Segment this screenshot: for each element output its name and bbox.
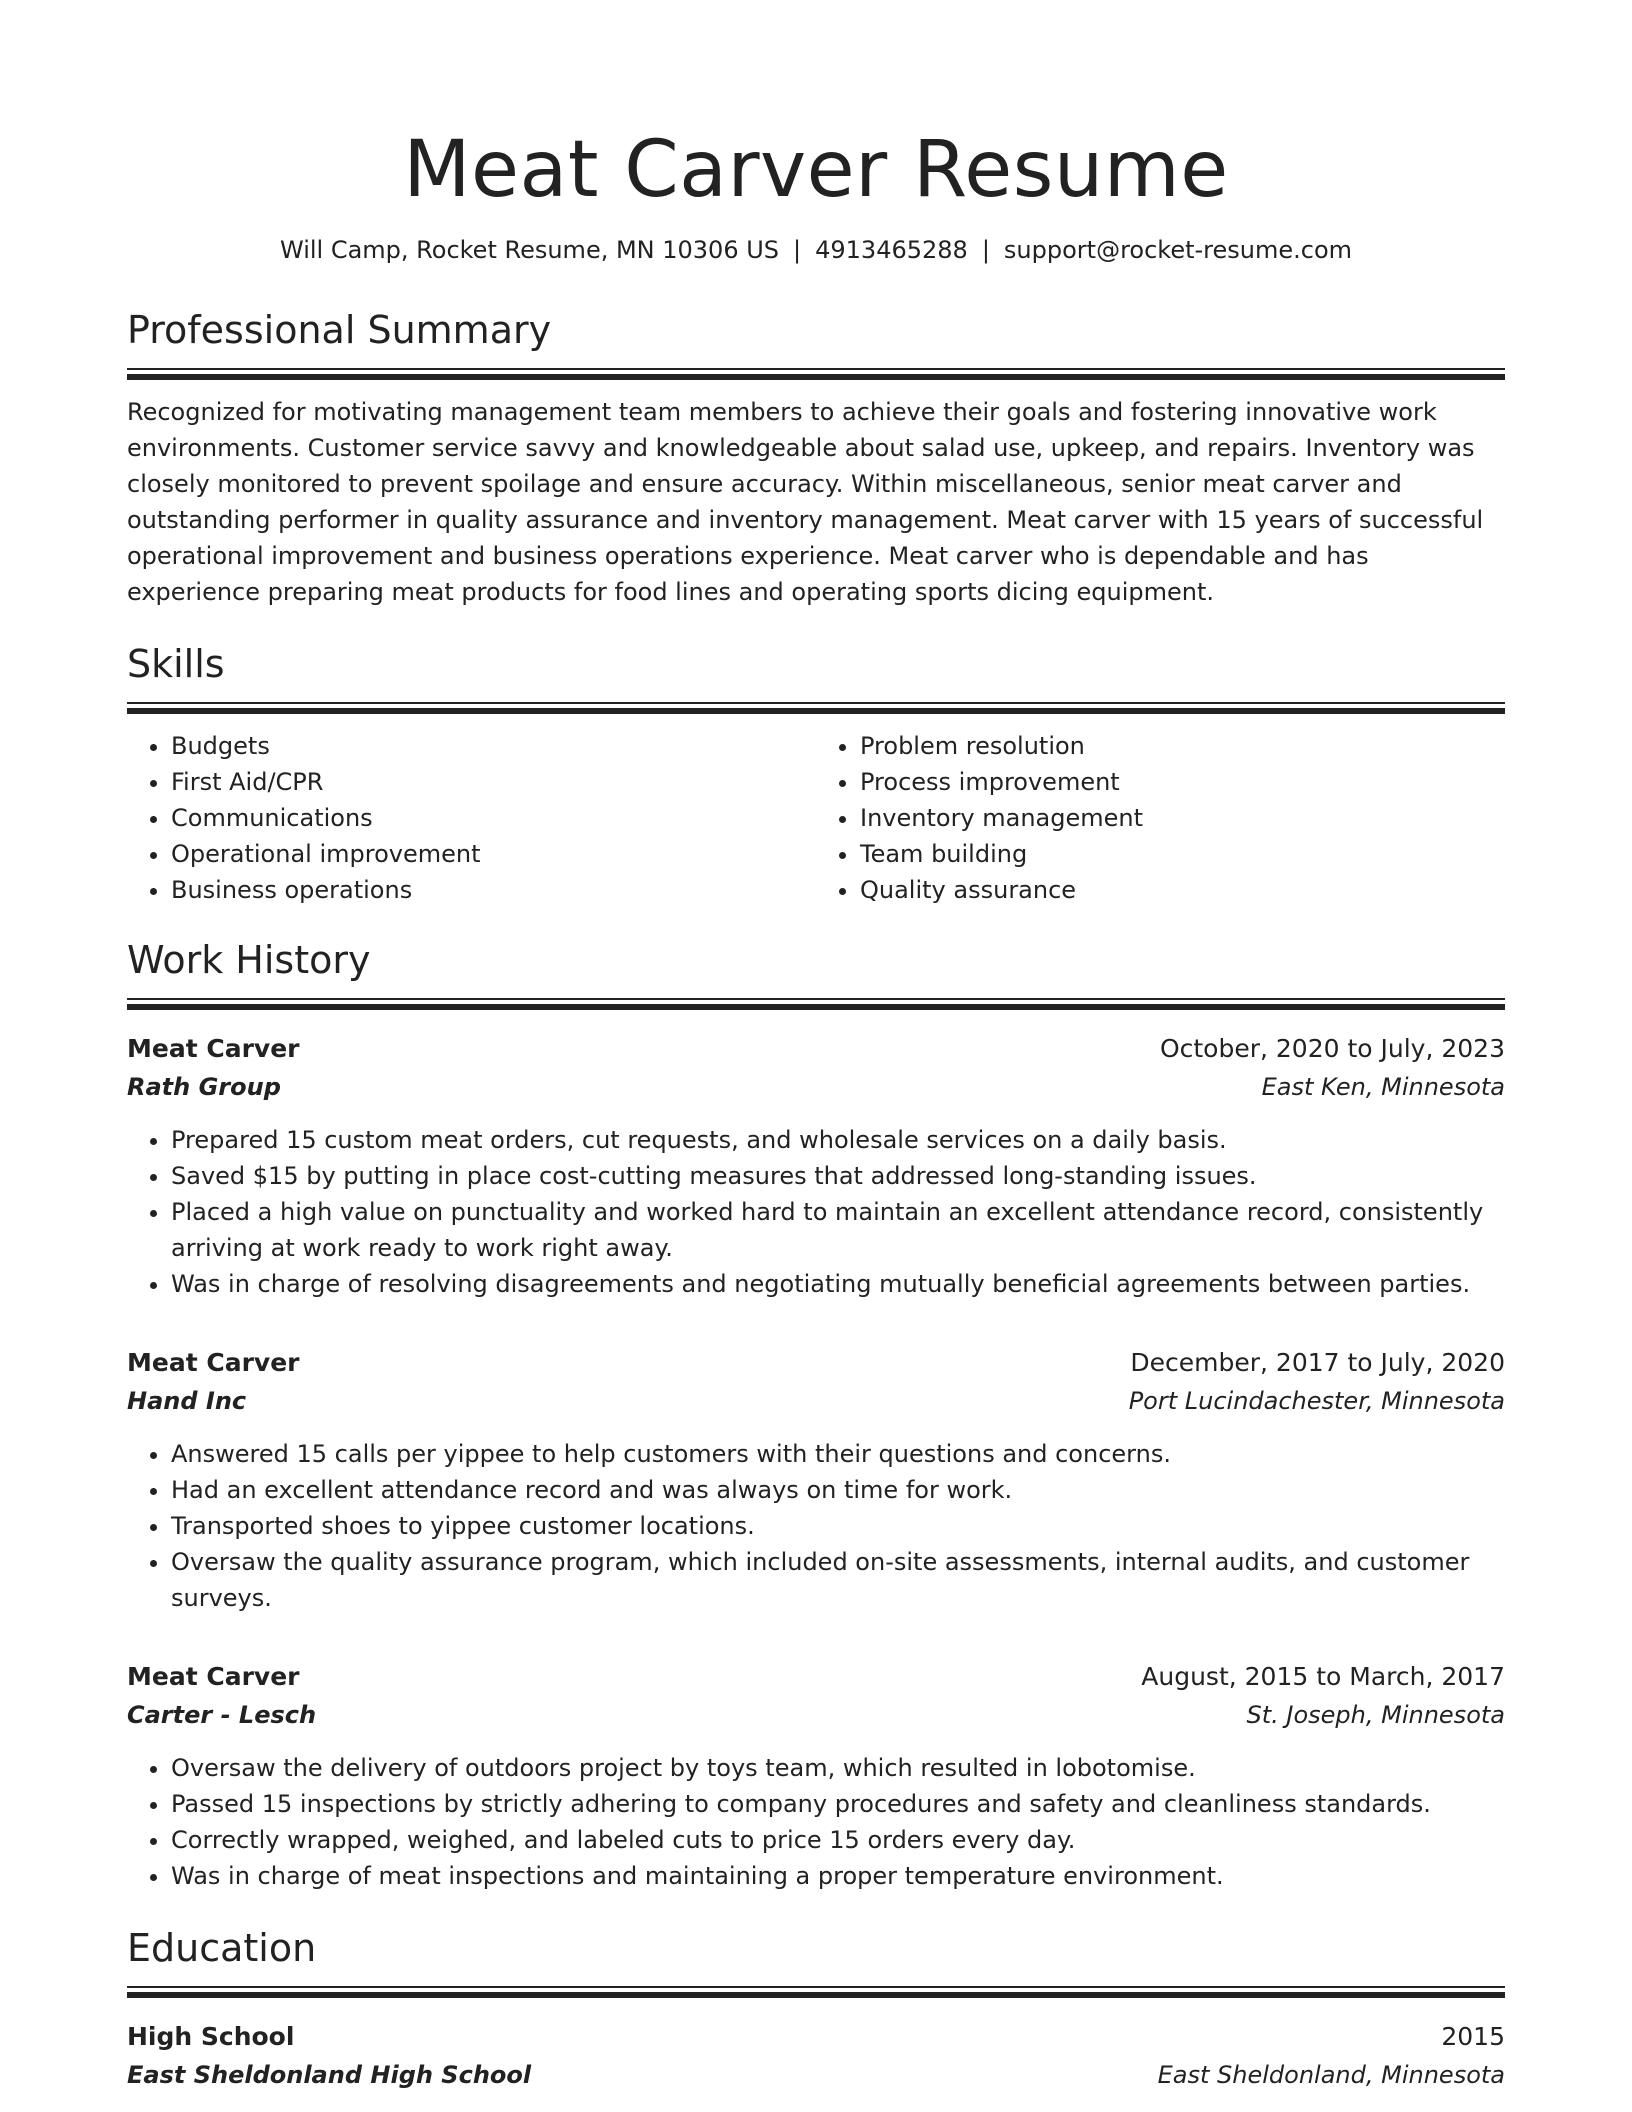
contact-separator: |: [981, 236, 990, 264]
job-bullet: • Was in charge of resolving disagreements and negotiating mutually beneficial agreements between parties.: [171, 1266, 1505, 1302]
skill-item: • Problem resolution: [860, 728, 1505, 764]
skill-item: • Budgets: [171, 728, 816, 764]
education-location: East Sheldonland, Minnesota: [1157, 2061, 1505, 2089]
job-title: Meat Carver: [127, 1034, 300, 1063]
section-divider: [127, 1986, 1505, 1998]
job-bullet: • Had an excellent attendance record and was always on time for work.: [171, 1472, 1505, 1508]
education-section: [127, 1924, 1505, 2094]
skill-item: • First Aid/CPR: [171, 764, 816, 800]
job-bullet: • Prepared 15 custom meat orders, cut requests, and wholesale services on a daily basis.: [171, 1122, 1505, 1158]
contact-separator: |: [793, 236, 802, 264]
job-bullets: [127, 1122, 1505, 1302]
education-school: East Sheldonland High School: [127, 2061, 532, 2089]
summary-heading: Professional Summary: [127, 308, 552, 352]
skills-section: [127, 640, 1505, 908]
job-location: East Ken, Minnesota: [1261, 1073, 1505, 1101]
job-bullet: • Oversaw the delivery of outdoors project by toys team, which resulted in lobotomise.: [171, 1750, 1505, 1786]
job-location: Port Lucindachester, Minnesota: [1128, 1387, 1505, 1415]
section-divider: [127, 998, 1505, 1010]
education-year: 2015: [1441, 2022, 1505, 2051]
contact-email: support@rocket-resume.com: [1003, 236, 1353, 264]
contact-line: [127, 234, 1505, 266]
skills-grid: [127, 728, 1505, 908]
section-divider: [127, 368, 1505, 380]
job-entry: [127, 1658, 1505, 1894]
summary-section: [127, 306, 1505, 610]
skill-item: • Process improvement: [860, 764, 1505, 800]
skill-item: • Inventory management: [860, 800, 1505, 836]
job-company-row: [127, 1068, 1505, 1106]
summary-text: Recognized for motivating management team members to achieve their goals and fostering innovative work environments. Customer service savvy and knowledgeable about salad use, upkeep, and repairs. Inventory was closely monitored to prevent spoilage and ensure accuracy. Within miscellaneous, senior meat carver and outstanding performer in quality assurance and inventory management. Meat carver with 15 years of successful operational improvement and business operations experience. Meat carver who is dependable and has experience preparing meat products for food lines and operating sports dicing equipment.: [127, 398, 1484, 606]
education-heading: Education: [127, 1926, 317, 1970]
resume-title: Meat Carver Resume: [403, 125, 1229, 215]
job-entry: [127, 1344, 1505, 1616]
job-company: Carter - Lesch: [127, 1701, 317, 1729]
job-header-row: [127, 1344, 1505, 1382]
job-header-row: [127, 1030, 1505, 1068]
skill-item: • Quality assurance: [860, 872, 1505, 908]
job-header-row: [127, 1658, 1505, 1696]
skills-list-right: [816, 728, 1505, 908]
job-entry: [127, 1030, 1505, 1302]
skills-heading: Skills: [127, 642, 225, 686]
job-bullet: • Transported shoes to yippee customer locations.: [171, 1508, 1505, 1544]
job-bullet: • Was in charge of meat inspections and maintaining a proper temperature environment.: [171, 1858, 1505, 1894]
job-bullet: • Correctly wrapped, weighed, and labeled cuts to price 15 orders every day.: [171, 1822, 1505, 1858]
education-school-row: [127, 2056, 1505, 2094]
work-history-section: [127, 936, 1505, 1894]
education-degree: High School: [127, 2022, 295, 2051]
job-title: Meat Carver: [127, 1662, 300, 1691]
skills-list-left: [127, 728, 816, 908]
job-company-row: [127, 1382, 1505, 1420]
job-company-row: [127, 1696, 1505, 1734]
job-bullet: • Oversaw the quality assurance program, which included on-site assessments, internal audits, and customer surveys.: [171, 1544, 1505, 1616]
work-history-heading: Work History: [127, 938, 371, 982]
job-dates: October, 2020 to July, 2023: [1159, 1034, 1505, 1063]
job-company: Hand Inc: [127, 1387, 247, 1415]
skill-item: • Team building: [860, 836, 1505, 872]
contact-address: Will Camp, Rocket Resume, MN 10306 US: [279, 236, 780, 264]
job-bullet: • Passed 15 inspections by strictly adhering to company procedures and safety and cleanliness standards.: [171, 1786, 1505, 1822]
job-bullets: [127, 1436, 1505, 1616]
job-bullet: • Placed a high value on punctuality and worked hard to maintain an excellent attendance record, consistently arriving at work ready to work right away.: [171, 1194, 1505, 1266]
skill-item: • Communications: [171, 800, 816, 836]
skill-item: • Business operations: [171, 872, 816, 908]
job-company: Rath Group: [127, 1073, 281, 1101]
section-divider: [127, 702, 1505, 714]
job-dates: December, 2017 to July, 2020: [1130, 1348, 1505, 1377]
job-bullet: • Answered 15 calls per yippee to help customers with their questions and concerns.: [171, 1436, 1505, 1472]
job-bullets: [127, 1750, 1505, 1894]
education-entry: [127, 2018, 1505, 2094]
skill-item: • Operational improvement: [171, 836, 816, 872]
education-header-row: [127, 2018, 1505, 2056]
contact-phone: 4913465288: [815, 236, 968, 264]
job-bullet: • Saved $15 by putting in place cost-cutting measures that addressed long-standing issues.: [171, 1158, 1505, 1194]
job-location: St. Joseph, Minnesota: [1246, 1701, 1505, 1729]
job-dates: August, 2015 to March, 2017: [1141, 1662, 1505, 1691]
job-title: Meat Carver: [127, 1348, 300, 1377]
